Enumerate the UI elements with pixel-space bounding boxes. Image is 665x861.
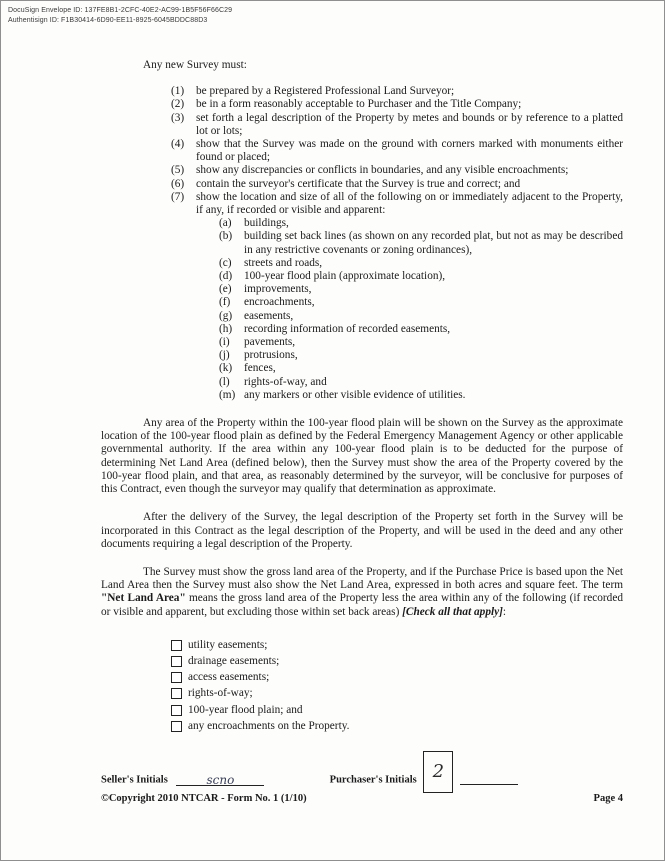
sublist-letter: (l) — [219, 375, 230, 388]
sublist-letter: (k) — [219, 362, 233, 375]
requirement-number: (4) — [171, 138, 185, 151]
intro-line: Any new Survey must: — [143, 59, 247, 71]
sublist-text: recording information of recorded easements, — [244, 322, 451, 335]
document-body — [101, 59, 623, 736]
checkbox-encroachments[interactable] — [171, 721, 182, 732]
checkbox-flood-plain[interactable] — [171, 705, 182, 716]
check-all-that-apply-label: [Check all that apply] — [402, 605, 503, 618]
requirement-item — [171, 164, 623, 177]
net-land-area-checklist — [171, 639, 623, 733]
requirement-number: (1) — [171, 85, 185, 98]
sublist-text: any markers or other visible evidence of utilities. — [244, 388, 466, 401]
checkbox-label: any encroachments on the Property. — [188, 719, 350, 732]
purchasers-initials-field[interactable] — [460, 784, 518, 785]
net-land-area-text-1: The Survey must show the gross land area of the Property, and if the Purchase Price is based upon the Net Land Area then the Survey must also show the Net Land Area, expressed in both acres and square feet. The term — [101, 565, 623, 592]
checklist-row — [171, 639, 623, 652]
checkbox-label: rights-of-way; — [188, 687, 253, 700]
requirement-number: (6) — [171, 177, 185, 190]
adjacent-features-sublist — [219, 217, 623, 402]
requirement-text: set forth a legal description of the Property by metes and bounds or by reference to a platted lot or lots; — [196, 111, 623, 137]
checklist-row — [171, 720, 623, 733]
purchasers-initials-box[interactable] — [423, 751, 453, 793]
checklist-row — [171, 655, 623, 668]
docusign-envelope-id: DocuSign Envelope ID: 137FE8B1-2CFC-40E2-AC99-1B5F56F66C29 — [8, 7, 233, 14]
checkbox-label: 100-year flood plain; and — [188, 703, 303, 716]
checkbox-utility-easements[interactable] — [171, 640, 182, 651]
sublist-letter: (c) — [219, 256, 232, 269]
sublist-item — [219, 389, 623, 402]
copyright-line: ©Copyright 2010 NTCAR - Form No. 1 (1/10) — [101, 793, 307, 804]
sublist-letter: (a) — [219, 217, 232, 230]
checkbox-label: access easements; — [188, 671, 270, 684]
sublist-text: rights-of-way, and — [244, 375, 327, 388]
checkbox-drainage-easements[interactable] — [171, 656, 182, 667]
requirement-item — [171, 138, 623, 164]
scan-header — [8, 6, 232, 25]
checkbox-label: utility easements; — [188, 638, 268, 651]
page-footer — [101, 793, 623, 804]
net-land-area-paragraph — [101, 566, 623, 619]
sublist-item — [219, 336, 623, 349]
sublist-letter: (j) — [219, 349, 230, 362]
sublist-letter: (d) — [219, 270, 233, 283]
sublist-letter: (i) — [219, 336, 230, 349]
requirement-number: (5) — [171, 164, 185, 177]
sublist-text: streets and roads, — [244, 256, 323, 269]
requirement-text: show any discrepancies or conflicts in boundaries, and any visible encroachments; — [196, 164, 569, 177]
sublist-item — [219, 376, 623, 389]
sublist-text: easements, — [244, 309, 294, 322]
sublist-text: buildings, — [244, 217, 289, 230]
requirement-text: be prepared by a Registered Professional Land Surveyor; — [196, 85, 455, 98]
requirement-text: contain the surveyor's certificate that the Survey is true and correct; and — [196, 177, 521, 190]
requirement-item — [171, 98, 623, 111]
requirement-text: show the location and size of all of the following on or immediately adjacent to the Property, if any, if recorded or visible and apparent: — [196, 190, 623, 217]
net-land-area-term: "Net Land Area" — [101, 592, 186, 605]
checkbox-access-easements[interactable] — [171, 672, 182, 683]
net-land-area-text-2: means the gross land area of the Property less the area within any of the following (if recorded or visible and apparent, but excluding those within set back areas) — [101, 592, 623, 618]
sublist-item — [219, 283, 623, 296]
requirement-number: (2) — [171, 98, 185, 111]
requirement-number: (7) — [171, 190, 185, 203]
requirement-text: show that the Survey was made on the ground with corners marked with monuments either found or placed; — [196, 138, 623, 164]
net-land-area-colon: : — [502, 605, 507, 618]
sublist-item — [219, 270, 623, 283]
sublist-item — [219, 217, 623, 230]
sublist-text: pavements, — [244, 336, 296, 349]
delivery-paragraph: After the delivery of the Survey, the legal description of the Property set forth in the Survey will be incorporated in this Contract as the legal description of the Property, and will be used in the deed and any other documents requiring a legal description of the Property. — [101, 511, 623, 550]
sublist-text: improvements, — [244, 283, 312, 296]
authentisign-id: Authentisign ID: F1B30414-6D90-EE11-8925-6045BDDC88D3 — [8, 17, 208, 24]
sublist-text: 100-year flood plain (approximate location), — [244, 270, 446, 283]
requirement-text: be in a form reasonably acceptable to Purchaser and the Title Company; — [196, 98, 522, 111]
checkbox-rights-of-way[interactable] — [171, 688, 182, 699]
checklist-row — [171, 704, 623, 717]
sellers-initials-label: Seller's Initials — [101, 774, 168, 786]
survey-requirements-list — [171, 85, 623, 402]
purchasers-initials-label: Purchaser's Initials — [329, 774, 417, 786]
sublist-letter: (b) — [219, 230, 233, 243]
sublist-letter: (f) — [219, 296, 231, 309]
purchasers-initials-handwriting: 2 — [432, 761, 445, 782]
sublist-item — [219, 310, 623, 323]
sublist-text: encroachments, — [244, 296, 315, 309]
sublist-text: building set back lines (as shown on any recorded plat, but not as may be described in any restrictive covenants or zoning ordinances), — [244, 230, 623, 256]
requirement-item — [171, 191, 623, 402]
flood-plain-paragraph: Any area of the Property within the 100-year flood plain will be shown on the Survey as the approximate location of the 100-year flood plain as defined by the Federal Emergency Management Agency or other applicable governmental authority. If the area within any 100-year flood plain is to be deducted for the purpose of determining Net Land Area (defined below), then the Survey must show the area of the Property covered by the 100-year flood plain, and that area, as reasonably determined by the surveyor, will be conclusive for purposes of this Contract, even though the surveyor may qualify that determination as approximate. — [101, 417, 623, 496]
checklist-row — [171, 687, 623, 700]
requirement-item — [171, 112, 623, 138]
sublist-letter: (g) — [219, 309, 233, 322]
checklist-row — [171, 671, 623, 684]
sublist-letter: (e) — [219, 283, 232, 296]
sublist-item — [219, 296, 623, 309]
page-number: Page 4 — [593, 793, 623, 804]
requirement-number: (3) — [171, 111, 185, 124]
sublist-letter: (h) — [219, 322, 233, 335]
sellers-initials-field[interactable] — [176, 771, 264, 786]
sublist-item — [219, 323, 623, 336]
sublist-item — [219, 362, 623, 375]
sublist-text: fences, — [244, 362, 276, 375]
sellers-initials-handwriting: scno — [206, 773, 235, 788]
checkbox-label: drainage easements; — [188, 654, 280, 667]
sublist-item — [219, 257, 623, 270]
sublist-item — [219, 230, 623, 256]
requirement-item — [171, 85, 623, 98]
sublist-letter: (m) — [219, 388, 236, 401]
sublist-item — [219, 349, 623, 362]
requirement-item — [171, 178, 623, 191]
sublist-text: protrusions, — [244, 349, 298, 362]
